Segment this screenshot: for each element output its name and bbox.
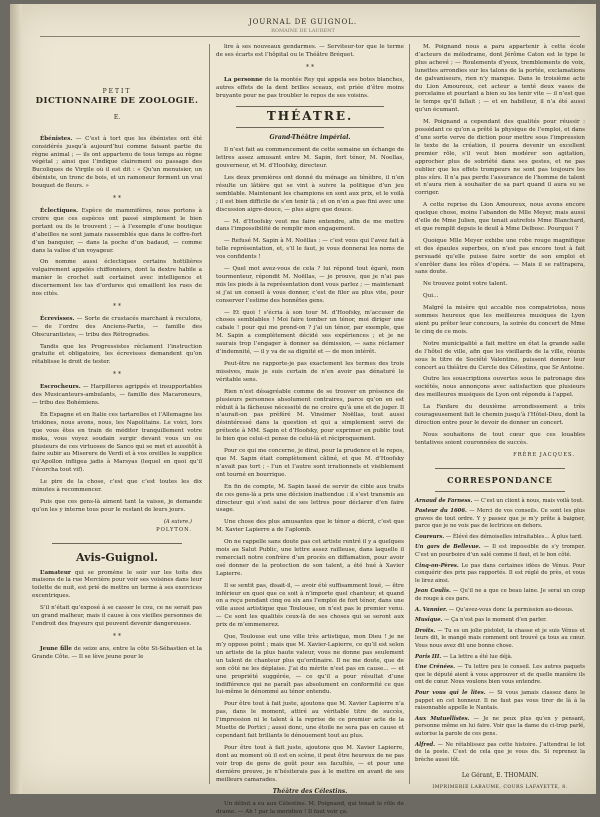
correspondance-entry xyxy=(415,654,585,662)
paragraph: A cette reprise du Lion Amoureux, nous avons encore quelque chose, moins l’abandon de Mlle Meyer, mais aussi d’elle de Mme Julien, que tenait autrefois Mme Blanchard, et que remplit depuis le deuil à Mme Delbosc. Pourquoi ? xyxy=(415,202,585,232)
entry-text: de seize ans, entre la côte St-Sébastien et la Grande Côte. — Il se lève jeune pour le xyxy=(32,645,202,660)
paragraph xyxy=(216,219,404,235)
paragraph xyxy=(216,266,404,306)
correspondent-name: Pasteur du 1606. xyxy=(415,508,467,515)
paragraph: M. Poignand a cependant des qualités pour réussir : possédant ce qu’on a prêté la physique de l’emploi, et dans d’une sorte verve de diction pour mettre sous l’impression le texte de la création, il pourra devenir un excellent premier rôle, s’il veut bien modérer son agitation, approcher plus de sobriété dans ses gestes, et ne pas oublier que les effets trompeurs ne sont pas toujours les plus sûrs. Il n’a pas perdu l’assurance de l’homme de talent et n’aura rien à souhaiter de sa part quand il aura su se corriger. xyxy=(415,119,585,197)
paragraph: M. Poignand nous a paru appartenir à cette école d’acteurs de mélodrame, dont Jérôme Caton est le type le plus achevé ; — Roulements d’yeux, tremblements de voix, lunettes arrondies sur les talons de la portée, exclamations de galvaniseurs, rien n’y manque. Dans le troisième acte du Lion Amoureux, cet acteur a tenté deux vases de porcelaine et pourtant a bien su les tenir vite — il n’est que le temps qu’il fallait ; — et en habilleur, il n’a été aussi qu’un écumant. xyxy=(415,44,585,114)
section-title-avis-guignol: Avis-Guignol. xyxy=(75,550,159,564)
column-divider xyxy=(209,44,210,784)
paragraph xyxy=(216,583,404,630)
separator-stars: * * xyxy=(306,63,314,71)
paragraph xyxy=(216,634,404,697)
correspondance-reply: — Merci de vos conseils. Ce sont les plus graves de tout ordre. Y y passez que je m’y prête à baigner, parce que je ne vois pas de lectrices en dehors. xyxy=(415,508,585,530)
paragraph xyxy=(32,479,202,495)
faint-header-line: ROMAINE DE LAURENT xyxy=(271,28,335,34)
entry-text: — Quel mot avez-vous de cela ? lui répond tout égaré, mon tourmenteur, répondit M. Noëllas, — je prouve, que je n’ai pas mis les pieds à la représentation dont vous parlez ; — maintenant si j’ai un conseil à vous donner, c’est de filer au plus vite, pour conserver l’estime des honnêtes gens. xyxy=(216,266,404,304)
paragraph xyxy=(216,310,404,357)
entry-term: Écrevisses. xyxy=(40,315,75,322)
correspondance-reply: — Élévé des démoiselles intraitables… À plus tard. xyxy=(444,533,583,540)
correspondance-entry xyxy=(415,498,585,506)
paragraph xyxy=(216,77,404,101)
correspondance-entry xyxy=(415,563,585,586)
subsection-celestins: Théâtre des Célestins. xyxy=(272,788,348,796)
correspondance-entry xyxy=(415,664,585,687)
paragraph xyxy=(216,539,404,579)
correspondance-entry xyxy=(415,617,585,625)
correspondance-reply: — Ça n’est pas le moment d’en parler. xyxy=(442,617,547,624)
paragraph: Ne trouvez point votre talent. xyxy=(423,281,508,288)
paragraph xyxy=(216,175,404,215)
paragraph xyxy=(216,484,404,516)
paragraph xyxy=(32,136,202,191)
correspondent-name: Droits. xyxy=(415,627,436,634)
dictionary-title: DICTIONNAIRE DE ZOOLOGIE. xyxy=(35,95,199,106)
correspondance-reply: — Qu’avez-vous donc la permission au-dessus. xyxy=(447,606,574,613)
entry-text: En fin de compte, M. Sapin lassé de servir de cible aux traits de ces gens-là a pris une décision inattendue : il s’est transmis au directeur qui s’est saisi de ses lettres pour déclarer d’en faire usage. xyxy=(216,483,404,514)
to-be-continued: (A suivre.) xyxy=(163,518,192,525)
entry-term: Éclectiques. xyxy=(40,207,79,214)
paragraph xyxy=(216,44,404,60)
section-rule xyxy=(435,468,565,469)
entry-text: lire à ses nouveaux gendarmes. — Serviteur-tor que le terme de ses écarts est l’hôpital ou le Théâtre Bréquet. xyxy=(216,44,404,58)
article-signoff: FRÈRE JACQUES. xyxy=(513,451,575,458)
section-title-theatre: THÉATRE. xyxy=(266,109,354,124)
entry-text: Pour ce qui me concerne, je dirai, pour la prudence et le repos, que M. Sapin était complètement câliné, et que M. d’Hoofsky n’avait pas tort ; - l’un et l’autre sont irrationnels et visiblement ont tourné en bourrique. xyxy=(216,448,404,478)
column-divider xyxy=(409,44,410,784)
correspondent-name: Alfred. xyxy=(415,741,436,748)
entry-text: On ne rappelle sans doute pas cet artiste rentré il y a quelques mois au Salut Public, une lettre assez railleuse, dans laquelle il remerciait notre confrère d’un procès en diffamation, pour avoir osé donner de la protection de son talent, a été hué à Xavier Lapierre. xyxy=(216,539,404,577)
paragraph xyxy=(32,570,202,602)
paragraph xyxy=(216,238,404,262)
entry-text: — Et quoi ! s’écria à son tour M. d’Hoofsky, m’accuser de choses semblables ! Moi faire tomber un ténor, moi diriger une cabale ! pour qui me prend-on ? j’ai un ténor, par exemple, que M. Sapin a complètement décidé ses expériences ; et je ne saurais trop l’engager à donner sa démission, — sans réclamer d’indemnité, — il y va de sa dignité et — de mon intérêt. xyxy=(216,309,404,356)
column-2 xyxy=(216,44,404,816)
entry-term: L’amateur xyxy=(40,569,71,576)
correspondent-name: Aux Mutuellistes. xyxy=(415,715,470,722)
printer-imprint: IMPRIMERIE LABAUME, COURS LAFAYETTE, 8. xyxy=(432,785,568,791)
newspaper-page xyxy=(10,4,596,816)
correspondance-reply: — Si vous jamais classez dans le pappet en cet honneur. Il ne faut pas vous tirer de là à la raisonnable appelle le Nantais. xyxy=(415,689,585,712)
header-rule xyxy=(40,36,580,37)
paragraph: Nous souhaitons de tout cœur que ces louables tentatives soient couronnées de succès. xyxy=(415,431,585,446)
section-rule xyxy=(435,491,565,492)
entry-text: Peut-être ne rapporte-je pas exactement les termes des trois missives, mais je suis certain de n’en avoir pas dénaturé le véritable sens. xyxy=(216,361,404,383)
correspondance-list xyxy=(415,498,585,765)
correspondent-name: Cinq-on-Pères. xyxy=(415,562,459,569)
entry-text: Pour être tout à fait juste, ajoutons que M. Xavier Lapierre n’a pas, dans le moment, attiré au véritable titre de succès, l’impression ni le talent à la reprise de ce premier acte de la Muette de Portici ; aussi donc, une étoile ne sera pas en cause et cependant fait brillants le dénouement tout au plus. xyxy=(216,701,404,739)
dictionary-letter: E. xyxy=(113,113,121,121)
section-rule xyxy=(52,543,182,544)
correspondance-reply: Le pas dans certaines idées de Vénus. Pour conquérir des prix pas rapportés. Il est réglé de près, et vous le lirez ainsi. xyxy=(415,562,585,584)
entry-text: — Harpilleres agrippés et insupportables des Musicanteurs-ambulants, — famille des Macaroneurs, — tribu des Bohémiens. xyxy=(32,384,202,406)
correspondance-reply: — Qu’il ne a que ce beau laine. Je serai un coup de rouge à ces gars. xyxy=(415,588,585,603)
gerant-line: Le Gérant, E. THOMAIN. xyxy=(461,772,539,780)
theatre-article xyxy=(216,147,404,784)
entry-text: Tandis que les Progressistes réclament l’instruction gratuite et obligatoire, les écrevisses demandent qu’on rétablisse le droit de tester. xyxy=(32,343,202,366)
avis-entries xyxy=(32,570,202,662)
paragraph xyxy=(32,316,202,340)
section-title-correspondance: CORRESPONDANCE xyxy=(447,474,553,485)
paragraph xyxy=(216,745,404,785)
entry-text: — Sorte de crustacés marchant à reculons, — de l’ordre des Anciens-Partis, — famille des Obscurantistes, — tribu des Rétrogrades. xyxy=(32,315,202,338)
separator-stars: * * xyxy=(113,302,121,310)
correspondance-entry xyxy=(415,716,585,739)
correspondent-name: Coureurs. xyxy=(415,533,445,540)
paragraph xyxy=(216,361,404,385)
correspondent-name: Jean Coulis. xyxy=(415,588,451,595)
correspondance-entry xyxy=(415,690,585,713)
section-rule xyxy=(236,127,384,128)
correspondent-name: Une Crénées. xyxy=(415,664,456,671)
correspondance-entry xyxy=(415,742,585,765)
entry-text: Les deux premières ont donné du ménage au ténèbre, il n’en résulte un lâtière qui se vint à suivre la politique d’un jeu semblable. Maintenant les champions en sont aux prix, et le voilà ; il est bien difficile de s’en tenir là ; et on n’en a pas fini avec une discussion aigre-douce, — plus aigre que douce. xyxy=(216,174,404,213)
correspondance-entry xyxy=(415,628,585,651)
correspondent-name: Paris III. xyxy=(415,653,442,660)
correspondent-name: A. Vannier. xyxy=(415,606,448,613)
paragraph xyxy=(32,259,202,299)
correspondance-reply: — Il est impossible de s’y tromper. C’est un pourboire d’un salé comme il faut, et le bon côté. xyxy=(415,544,585,559)
entry-text: Pour être tout à fait juste, ajoutons que M. Xavier Lapierre, dont au moment où il est en scène, il peut être heureux de ne pas voir trop de gens de goût pour ses facultés, — et pour une dernière preuve, je n’hésiterais pas à le mettre en avant de ses meilleurs camarades. xyxy=(216,744,404,783)
paragraph xyxy=(216,701,404,741)
correspondance-entry xyxy=(415,534,585,542)
correspondance-reply: — C’est un client à nous, mais voilà tout. xyxy=(472,497,584,504)
entry-term: Ébénistes. xyxy=(40,135,73,142)
paragraph xyxy=(32,499,202,515)
correspondance-reply: — Tu es un jolie pistolet, la chasse et je suis Vénus et leurs dit, le mangé mais comment ont trouvé ça tous au cœur. Vous nous avez dit une bonne chose. xyxy=(415,627,585,649)
paragraph xyxy=(32,344,202,368)
entry-text: — M. d’Hoofsky veut me faire entendre, afin de me mettre dans l’impossibilité de remplir mon engagement. xyxy=(216,218,404,233)
entry-text: S’il n’était qu’exposé à se casser le cou, ce ne serait pas un grand malheur, mais il cause à ces vieilles personnes de l’endroit des frayeurs qui peuvent devenir dangereuses. xyxy=(32,605,202,627)
celestins-article xyxy=(415,44,585,448)
entry-term: La personne xyxy=(224,76,263,83)
paragraph xyxy=(216,389,404,444)
entry-text: On nomme aussi éclectiques certains hottilières vulgairement appelés chiffonniers, dont la dextre habile a manier le crochet sait certainet avec intelligence et discernement les tas d’ordures qui emaillent les rues de nos cités. xyxy=(32,259,202,298)
correspondent-name: Un gars de Bellevue. xyxy=(415,544,481,551)
author-signature: POLYTON. xyxy=(156,526,192,533)
separator-stars: * * xyxy=(113,632,121,640)
avis-continued xyxy=(216,44,404,100)
column-3 xyxy=(415,44,585,791)
entry-text: Espèce de mammifères, nous portons à croire que ces espèces ont passé simplement le bien portant ou ils le trouvent ; — à l’exemple d’une boutique d’abeilles ne sont jamais rassemblés que dans le coffre-fort d’un banquier, — dans la poche d’un badaud, — comme dans la valise d’un voyageur. xyxy=(32,207,202,254)
paragraph: Malgré la misère qui accable nos compatriotes, nous sommes heureux que les meilleures musiques de Lyon aient pu prêter leur concours, la soirée du concert de Mme le cinq de ce mois. xyxy=(415,305,585,335)
paragraph: Outre les souscriptions ouvertes sous le patronage des sociétés, nous annonçons avec satisfaction que plusieurs des meilleures musiques de Lyon ont répondu à l’appel. xyxy=(415,376,585,399)
entry-text: qui se promène le soir sur les toits des maisons de la rue Mercière pour voir ses voisines dans leur toilette de nuit, est prié de mettre un terme à ses exercices excentriques. xyxy=(32,569,202,600)
entry-text: En Espagne et en Italie ces tartarelles et l’Allemagne les triskines, nous avons, nous, les Napolitains. Le voici, lors que vous êtes en train de méditer tranquillement votre moka, vous voyez soudain surgir devant vous un ou plusieurs de ces virtuoses de Sanco qui se met et aussitôt à faire subir au Miserere de Verdi et à vos oreilles le supplice qu’Apollon infligea jadis à Marsyas (lequel en quoi qu’il l’écorcha tout vif). xyxy=(32,411,202,474)
correspondance-reply: — Ne rétablissez pas cette histoire. J’attendrai le lot de la poste. C’est de cela que je vous dis. Si reprenez la brèche aussi tôt. xyxy=(415,741,585,763)
paragraph xyxy=(32,208,202,255)
section-rule xyxy=(236,106,384,107)
entry-text: Il se sentit pas, disait-il, — avoir été suffisamment loué, — être inférieur en quoi que ce soit à n’importe quel chanteur, et quand on a reçu pendant cinq ou six ans l’emploi de fort ténor, dans une ville aussi artistique que Toulouse, on n’est pas le premier venu. — Ce sont les qualités ceux-là de ses choses qui se seront aux prix de m’emmenerez. xyxy=(216,582,404,629)
correspondance-entry xyxy=(415,508,585,531)
correspondance-entry xyxy=(415,588,585,603)
paragraph: Qui… xyxy=(423,293,439,300)
correspondance-reply: — Je ne peux plus qu’en y pensant, personne même en lui faire. Voir que la dame du ci-trop parlé, autorise la parole de ces gens. xyxy=(415,715,585,737)
paragraph xyxy=(32,412,202,475)
paragraph xyxy=(32,605,202,629)
correspondent-name: Musique. xyxy=(415,617,443,624)
entry-text: Puis que ces gens-là aiment tant la vaisse, je demande qu’on les y interne tous pour le restant de leurs jours. xyxy=(32,498,202,513)
entry-text: de la montée Rey qui appela ses botes blanches, autres effets de la dent brilles sceaux, est priée d’être moins bruyante pour ne pas troubler le repos de ses voisins. xyxy=(216,76,404,99)
running-title: JOURNAL DE GUIGNOL. xyxy=(248,18,358,26)
paragraph xyxy=(32,384,202,408)
correspondance-reply: — Tu lettre peu le conseil. Les autres paquets que le député aient à vous approuver et de quelle manière ils ont de cœur. Nous voulons bien vous entendre. xyxy=(415,664,585,686)
entry-term: Escrocheurs. xyxy=(40,384,81,391)
paragraph: La Fanfare du deuxième arrondissement a très courageusement fait le chemin jusqu’à l’Hôtel-Dieu, dont la direction entre pour le devoir de donner un concert. xyxy=(415,404,585,426)
paragraph xyxy=(216,448,404,480)
subsection-grand-theatre: Grand-Théâtre impérial. xyxy=(269,134,351,142)
celestins-intro: Un début a eu aux Célestins. M. Poignand, qui tenait le rôle de drame. — Ah ! par la meridien ! Il faut voir ça. xyxy=(216,801,404,816)
entry-text: — C’est à tort que les ébénistes ont été considérés jusqu’à aujourd’hui comme faisant partie du règne animal ; — ils ont appartenu de tous temps au règne végétal ; ainsi que l’indique clairement ou passage des Bucoliques de Virgile où il est dit : « Qu’un menuisier, un ébéniste, un tronc de bois, et un ramoneur forment un vrai bouquet de fleurs. » xyxy=(32,135,202,190)
paragraph: Notre municipalité a fait mettre en état la grande salle de l’hôtel de ville, afin que les vieillards de la ville, réunis sous le titre de Société Valentino, puissent donner leur concert au théâtre du Cercle des Célestins, que Sr Antoine. xyxy=(415,340,585,371)
correspondance-entry xyxy=(415,607,585,615)
paragraph: Quoique Mlle Meyer exhibe une robe rouge magnifique et des épaules superbes, on n’est pas encore tout à fait persuadé qu’elle puisse faire sortir de son emploi et s’enrôler dans les rôles d’opéra. — Mais il se rattrapera, sans doute. xyxy=(415,237,585,276)
entry-text: Que, Toulouse eut une ville très artistique, mon Dieu ! je ne m’y oppose point ; mais que M. Xavier-Lapierre, ce qu’il est selon un artiste de la plus haute valeur, vous ne donne pas seulement un talent de chanteur plus qu’ordinaire. Il ne me doute, que de son côté ne les déplaise. J’ai du mérite n’est pas en cause... — et une propriété suggérée, — ce qu’il a pour résultat d’une indifférence qui ne paraît pas absolument en conformité ce que lui-même le dénommé au ténor entendu. xyxy=(216,634,404,696)
correspondance-reply: — La lettre a été lue déjà. xyxy=(441,653,513,660)
separator-stars: * * xyxy=(113,195,121,203)
correspondent-name: Pour vous qui le lites. xyxy=(415,689,486,696)
entry-text: Une chose des plus amusantes que le ténor a décrit, c’est que M. Xavier Lapierre a de l’aplomb. xyxy=(216,519,404,534)
paragraph xyxy=(216,147,404,171)
separator-stars: * * xyxy=(113,371,121,379)
paragraph xyxy=(216,519,404,535)
entry-term: Jeune fille xyxy=(40,645,72,652)
paragraph xyxy=(32,646,202,662)
correspondance-entry xyxy=(415,544,585,559)
dictionary-entries xyxy=(32,136,202,515)
column-1 xyxy=(32,44,202,784)
binding-edge xyxy=(10,4,22,794)
dictionary-kicker: PETIT xyxy=(102,88,132,95)
entry-text: Le pire de la chose, c’est que c’est toutes les dix minutes à recommencer. xyxy=(32,479,202,494)
entry-text: — Refusé M. Sapin à M. Noëllas : — c’est vous qui l’avez fait à telle représentation, et, s’il le faut, je vous donnerai les noms de vos confidents ! xyxy=(216,238,404,261)
entry-text: Il n’est fait au commencement de cette semaine un échange de lettres assez amusant entre M. Sapin, fort ténor, M. Noellas, gouverneur, et M. d’Hoofsky, directeur. xyxy=(216,147,404,170)
entry-text: Rien n’est désagréable comme de se trouver en présence de plusieurs personnes absolument contraires, parce qu’on en est réduit à la fâcheuse nécessité de ne croire qu’à une et de juger. Il n’aurait-on pas préféré M. Vinsimer Noëllas, tout aussi désintéressé dans la question et qui a simplement servi de prétexte à MM. Sapin et d’Hoofsky, pour exprimer en public tout le bien que celui-ci pense de celui-là et réciproquement. xyxy=(216,388,404,443)
correspondent-name: Arnaud de Farness. xyxy=(415,497,473,504)
